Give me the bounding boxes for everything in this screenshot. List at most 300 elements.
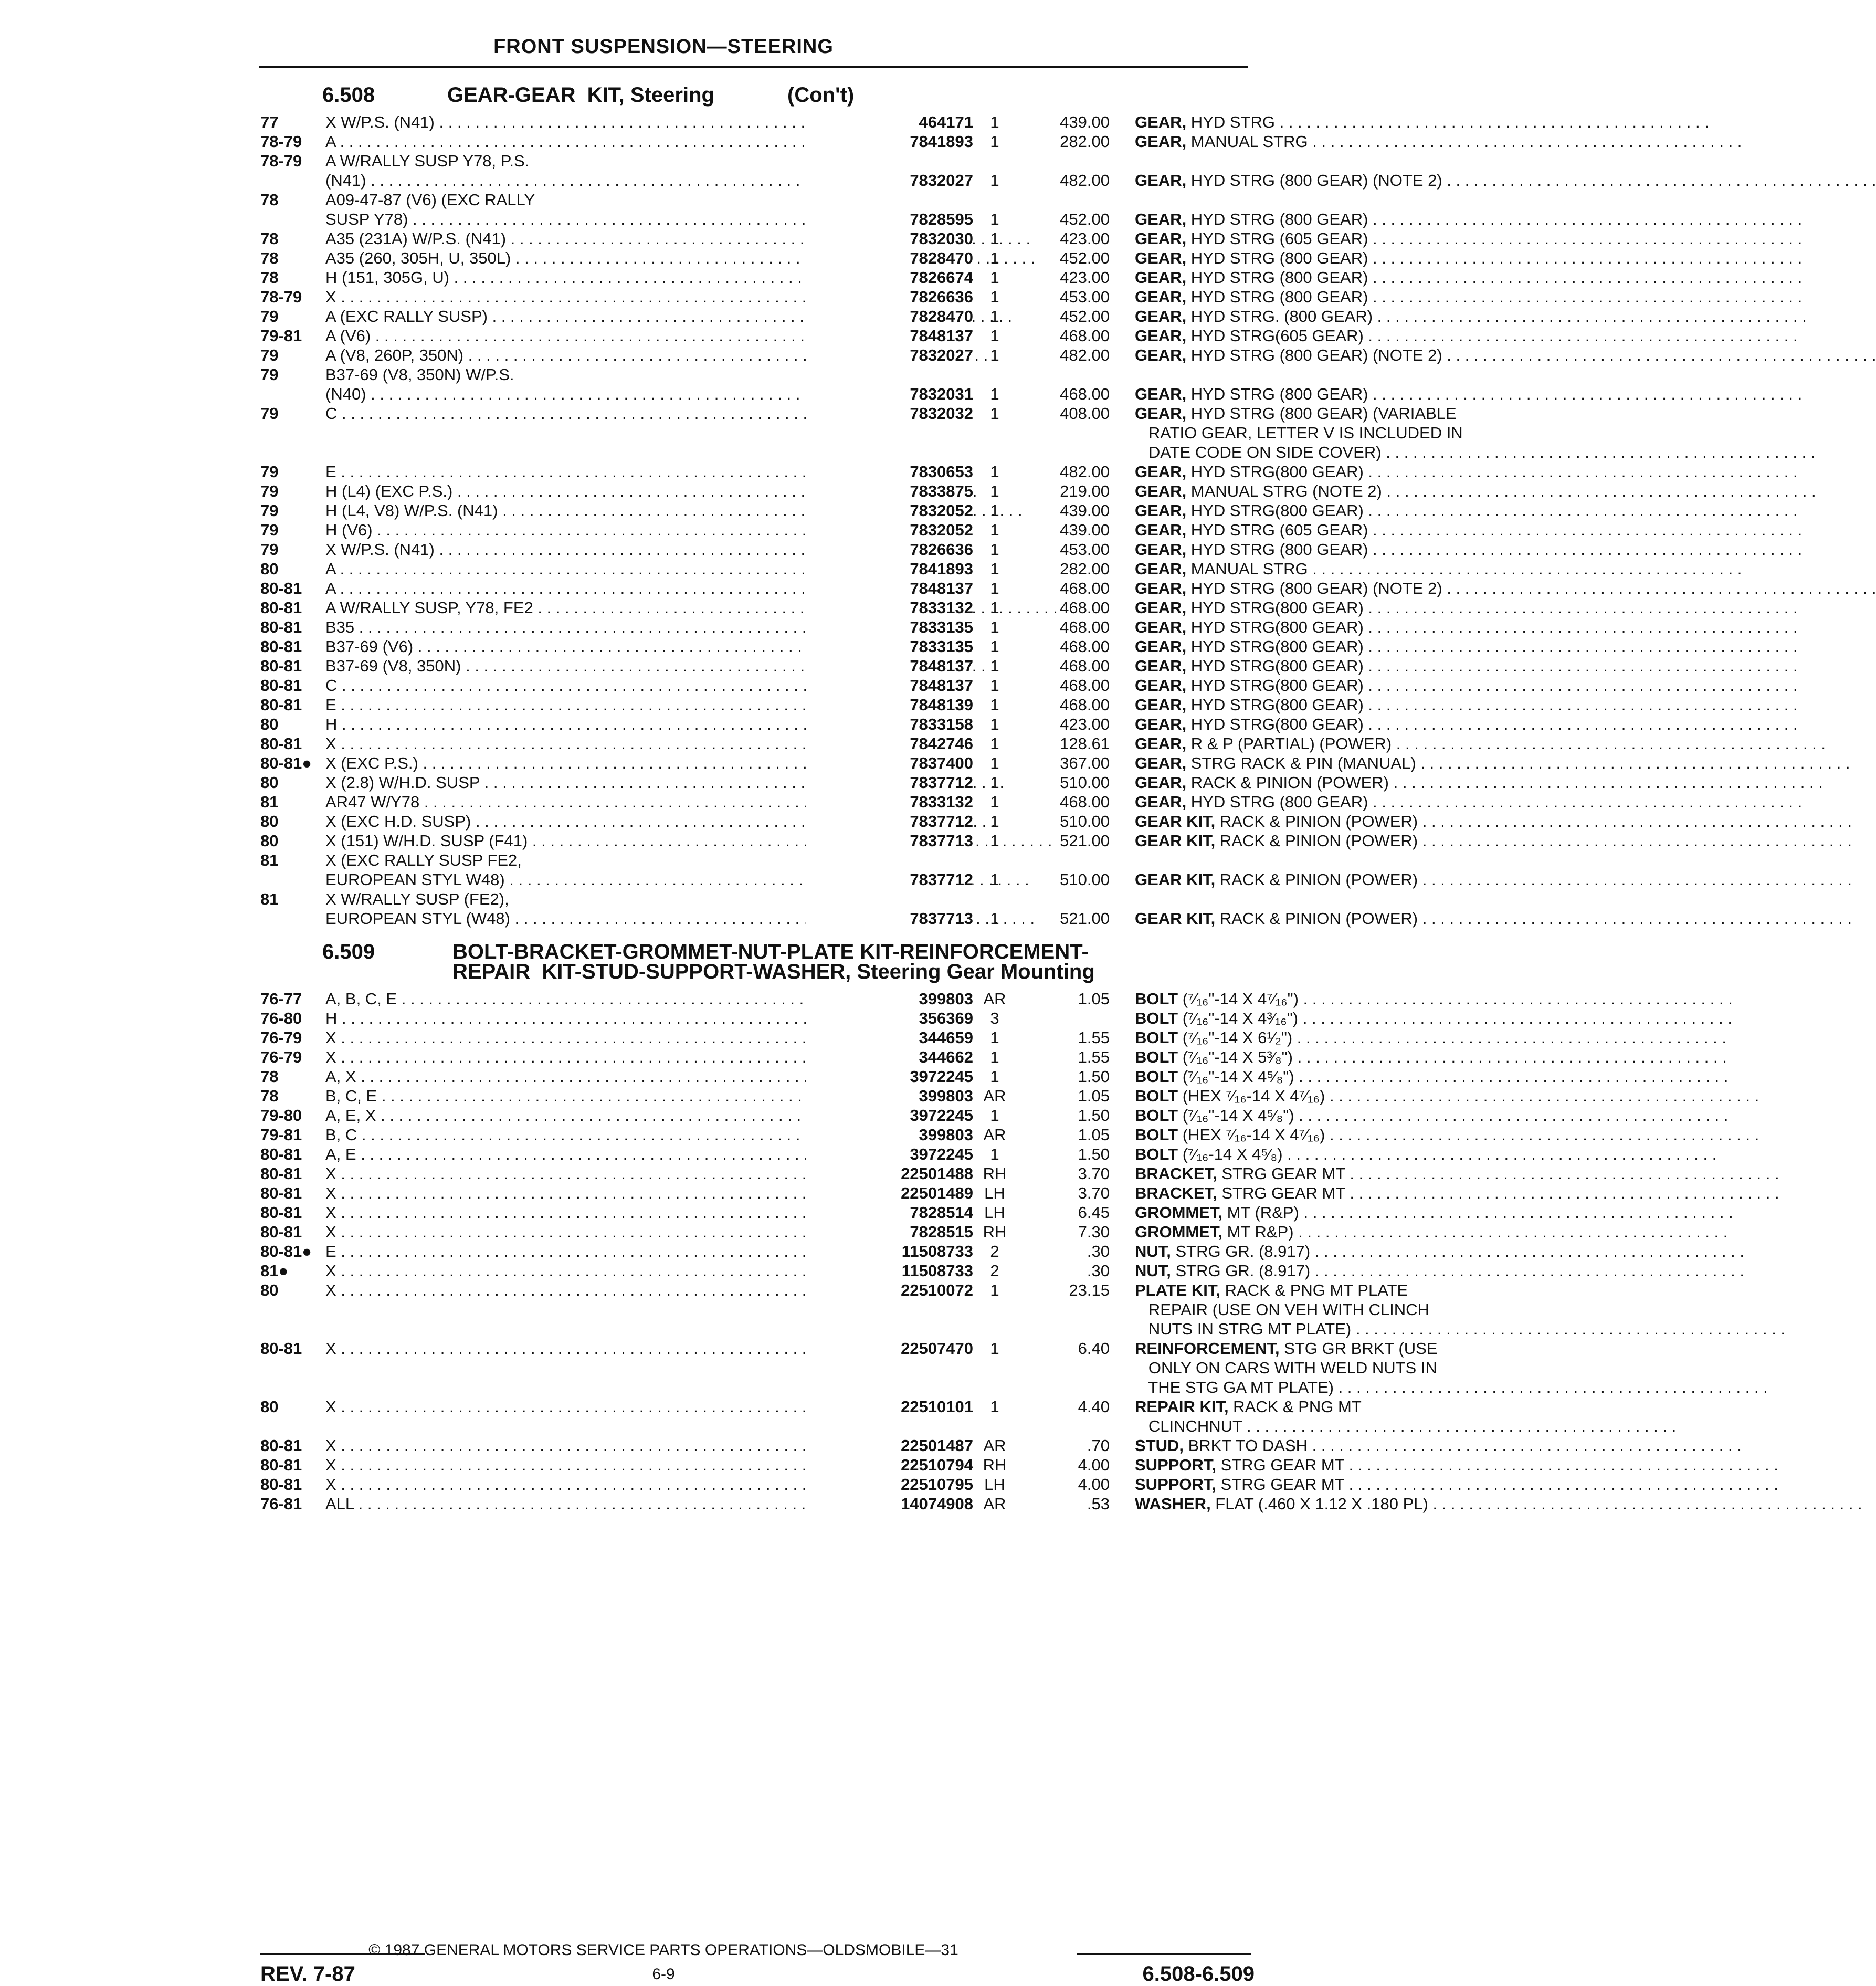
part-number: 22507470 — [806, 1339, 973, 1358]
part-row — [260, 1047, 1293, 1067]
quantity: 1 — [990, 171, 999, 190]
description — [1135, 307, 1516, 326]
model-year: 78 — [260, 249, 279, 267]
part-number: 7837713 — [806, 909, 973, 928]
application: X . . . — [325, 1164, 859, 1183]
model-year: 80 — [260, 812, 279, 831]
part-number: 7828595 — [806, 209, 973, 229]
part-number: 7832027 — [806, 171, 973, 190]
part-row — [260, 850, 1252, 870]
part-number: 7837713 — [806, 831, 973, 850]
description — [1135, 714, 1516, 734]
part-row — [260, 1008, 1299, 1028]
quantity: 1 — [990, 812, 999, 831]
description — [1135, 734, 1516, 753]
description-text: (⁷⁄₁₆"-14 X 6¹⁄₂") — [1178, 1028, 1293, 1047]
part-name: GEAR, — [1135, 793, 1187, 811]
quantity: 1 — [990, 268, 999, 287]
part-name: GEAR, — [1135, 229, 1187, 248]
part-row — [260, 501, 1364, 520]
part-number: 22501489 — [806, 1183, 973, 1203]
part-row — [260, 1378, 1334, 1397]
model-year: 80 — [260, 560, 279, 578]
description — [1135, 248, 1516, 268]
description-text: (HEX ⁷⁄₁₆-14 X 4⁷⁄₁₆) — [1178, 1126, 1325, 1144]
part-row — [260, 190, 1252, 209]
part-row — [260, 423, 1463, 443]
model-year: 79 — [260, 482, 279, 500]
description-text: RACK & PINION (POWER) — [1215, 832, 1418, 850]
copyright-notice: © 1987 GENERAL MOTORS SERVICE PARTS OPERATIONS—OLDSMOBILE—31 — [368, 1941, 958, 1959]
part-name: GEAR, — [1135, 715, 1187, 733]
price: 1.50 — [1078, 1106, 1110, 1125]
part-row — [260, 1086, 1325, 1106]
application: X W/RALLY SUSP (FE2), — [325, 890, 509, 908]
part-row — [260, 1358, 1437, 1378]
part-name: NUT, — [1135, 1262, 1171, 1280]
part-number: 399803 — [806, 989, 973, 1008]
price: 482.00 — [1060, 463, 1110, 481]
quantity: 1 — [990, 346, 999, 364]
part-row — [260, 1183, 1345, 1203]
part-row — [260, 481, 1382, 501]
application: H (L4) (EXC P.S.) . . . — [325, 481, 859, 501]
part-number: 7830653 — [806, 462, 973, 481]
description-text: HYD STRG (800 GEAR) — [1186, 249, 1368, 267]
quantity: 1 — [990, 113, 999, 131]
description-text: STRG GEAR MT — [1216, 1456, 1345, 1474]
description — [1135, 812, 1516, 831]
model-year: 80-81 — [260, 1339, 302, 1358]
description-text: (⁷⁄₁₆-14 X 4⁵⁄₈) — [1178, 1145, 1283, 1163]
part-row — [260, 714, 1364, 734]
price: 468.00 — [1060, 579, 1110, 597]
application: B, C . . . — [325, 1125, 859, 1144]
model-year: 78 — [260, 229, 279, 248]
description — [1135, 1319, 1516, 1339]
description — [1135, 695, 1516, 714]
description — [1135, 1203, 1516, 1222]
price: 423.00 — [1060, 229, 1110, 248]
application: B, C, E . . . — [325, 1086, 859, 1106]
application: X W/P.S. (N41) . . . — [325, 112, 859, 132]
quantity: AR — [983, 1087, 1006, 1105]
application: X . . . — [325, 1475, 859, 1494]
part-number: 22510794 — [806, 1455, 973, 1475]
part-row — [260, 656, 1364, 676]
quantity: 1 — [990, 734, 999, 753]
description-text: HYD STRG(800 GEAR) — [1186, 501, 1364, 520]
description — [1135, 656, 1516, 676]
description — [1135, 384, 1516, 404]
model-year: 78-79 — [260, 152, 302, 170]
application: B37-69 (V8, 350N) . . . — [325, 656, 859, 676]
quantity: LH — [984, 1184, 1005, 1202]
price: 482.00 — [1060, 171, 1110, 190]
application: A (V6) . . . — [325, 326, 859, 345]
description — [1135, 404, 1516, 423]
part-number: 3972245 — [806, 1144, 973, 1164]
part-row — [260, 559, 1308, 579]
price: 1.50 — [1078, 1145, 1110, 1163]
part-row — [260, 1280, 1408, 1300]
application: X . . . — [325, 1339, 859, 1358]
price: 482.00 — [1060, 346, 1110, 364]
price: 282.00 — [1060, 560, 1110, 578]
quantity: 1 — [990, 307, 999, 325]
description-text: HYD STRG (800 GEAR) — [1186, 385, 1368, 403]
model-year: 79 — [260, 540, 279, 559]
part-number: 7828470 — [806, 248, 973, 268]
part-row — [260, 637, 1364, 656]
model-year: 80-81 — [260, 657, 302, 675]
quantity: 1 — [990, 560, 999, 578]
part-row — [260, 248, 1368, 268]
description-text: (⁷⁄₁₆"-14 X 4⁷⁄₁₆") — [1178, 990, 1299, 1008]
application: A, X . . . — [325, 1067, 859, 1086]
part-name: GEAR, — [1135, 210, 1187, 228]
application: X W/P.S. (N41) . . . — [325, 540, 859, 559]
part-row — [260, 753, 1416, 773]
description-text: HYD STRG(800 GEAR) — [1186, 618, 1364, 636]
application: X . . . — [325, 1397, 859, 1416]
description-text: RACK & PINION (POWER) — [1215, 812, 1418, 831]
quantity: 1 — [990, 404, 999, 423]
section-range: 6.508-6.509 — [1142, 1962, 1255, 1985]
part-row — [260, 209, 1368, 229]
part-number: 7833132 — [806, 792, 973, 812]
part-number: 7832031 — [806, 384, 973, 404]
description — [1135, 501, 1516, 520]
part-row — [260, 773, 1389, 792]
model-year: 80-81 — [260, 1164, 302, 1183]
application: X . . . — [325, 1280, 859, 1300]
part-number: 464171 — [806, 112, 973, 132]
part-row — [260, 989, 1299, 1008]
quantity: AR — [983, 990, 1006, 1008]
part-number: 7837712 — [806, 812, 973, 831]
description-text: REPAIR (USE ON VEH WITH CLINCH — [1135, 1300, 1429, 1319]
title-rule — [259, 66, 1248, 68]
quantity: 2 — [990, 1262, 999, 1280]
description-text: MANUAL STRG — [1186, 132, 1308, 151]
application: C . . . — [325, 676, 859, 695]
part-row — [260, 326, 1364, 345]
part-name: GEAR, — [1135, 463, 1187, 481]
quantity: 1 — [990, 1067, 999, 1086]
application: E . . . — [325, 1242, 859, 1261]
quantity: 1 — [990, 618, 999, 636]
part-row — [260, 384, 1368, 404]
description-text: HYD STRG (800 GEAR) — [1186, 268, 1368, 287]
description — [1135, 540, 1516, 559]
quantity: LH — [984, 1203, 1005, 1222]
application: A35 (231A) W/P.S. (N41) . . . — [325, 229, 859, 248]
description-text: HYD STRG (800 GEAR) — [1186, 540, 1368, 559]
part-name: BOLT — [1135, 990, 1178, 1008]
description — [1135, 1047, 1516, 1067]
model-year: 80 — [260, 715, 279, 733]
section-number: 6.508 — [322, 83, 375, 107]
price: 468.00 — [1060, 657, 1110, 675]
description — [1135, 1106, 1516, 1125]
part-row — [260, 1164, 1345, 1183]
part-number: 7832030 — [806, 229, 973, 248]
application: AR47 W/Y78 . . . — [325, 792, 859, 812]
part-row — [260, 812, 1418, 831]
price: 128.61 — [1060, 734, 1110, 753]
part-name: NUT, — [1135, 1242, 1171, 1260]
quantity: 1 — [990, 715, 999, 733]
description-text: MT R&P) — [1222, 1223, 1294, 1241]
price: 468.00 — [1060, 598, 1110, 617]
description — [1135, 132, 1516, 151]
application: B35 . . . — [325, 617, 859, 637]
part-name: GEAR KIT, — [1135, 870, 1216, 889]
quantity: 1 — [990, 676, 999, 695]
part-row — [260, 520, 1368, 540]
price: 6.40 — [1078, 1339, 1110, 1358]
quantity: RH — [983, 1456, 1007, 1474]
description — [1135, 1067, 1516, 1086]
price: 1.05 — [1078, 1087, 1110, 1105]
price: 439.00 — [1060, 521, 1110, 539]
part-name: REPAIR KIT, — [1135, 1397, 1229, 1416]
description-text: STG GR BRKT (USE — [1279, 1339, 1438, 1358]
application: X . . . — [325, 734, 859, 753]
description — [1135, 559, 1516, 579]
model-year: 79 — [260, 404, 279, 423]
description — [1135, 617, 1516, 637]
part-name: BOLT — [1135, 1028, 1178, 1047]
quantity: AR — [983, 1436, 1006, 1455]
price: 453.00 — [1060, 288, 1110, 306]
part-name: GEAR, — [1135, 579, 1187, 597]
price: 510.00 — [1060, 812, 1110, 831]
quantity: 1 — [990, 327, 999, 345]
part-name: GEAR, — [1135, 113, 1187, 131]
part-row — [260, 831, 1418, 850]
description-text: BRKT TO DASH — [1184, 1436, 1308, 1455]
quantity: LH — [984, 1475, 1005, 1494]
model-year: 80-81 — [260, 734, 302, 753]
description — [1135, 1494, 1516, 1514]
price: 4.00 — [1078, 1456, 1110, 1474]
application: B37-69 (V6) . . . — [325, 637, 859, 656]
quantity: 1 — [990, 870, 999, 889]
model-year: 80-81 — [260, 637, 302, 656]
description — [1135, 1358, 1516, 1378]
description — [1135, 1242, 1516, 1261]
application: X . . . — [325, 1047, 859, 1067]
price: 439.00 — [1060, 113, 1110, 131]
price: 1.50 — [1078, 1067, 1110, 1086]
part-row — [260, 1319, 1352, 1339]
part-row — [260, 443, 1382, 462]
model-year: 80-81 — [260, 598, 302, 617]
part-row — [260, 1125, 1325, 1144]
quantity: 1 — [990, 1281, 999, 1299]
part-number: 7833135 — [806, 637, 973, 656]
part-name: GEAR, — [1135, 773, 1187, 792]
description — [1135, 753, 1516, 773]
quantity: 1 — [990, 773, 999, 792]
quantity: 1 — [990, 501, 999, 520]
description-text: MANUAL STRG (NOTE 2) — [1186, 482, 1382, 500]
part-number: 7832027 — [806, 345, 973, 365]
description-text: STRG GEAR MT — [1217, 1184, 1345, 1202]
price: 510.00 — [1060, 870, 1110, 889]
part-number: 399803 — [806, 1086, 973, 1106]
part-name: GEAR, — [1135, 618, 1187, 636]
part-name: SUPPORT, — [1135, 1456, 1217, 1474]
part-number: 399803 — [806, 1125, 973, 1144]
description-text: STRG RACK & PIN (MANUAL) — [1186, 754, 1416, 772]
part-number: 7832032 — [806, 404, 973, 423]
application: A35 (260, 305H, U, 350L) . . . — [325, 248, 859, 268]
parts-list-6509 — [260, 989, 1438, 1514]
model-year: 76-81 — [260, 1495, 302, 1513]
application: X (EXC RALLY SUSP FE2, — [325, 851, 522, 869]
part-row — [260, 1416, 1252, 1436]
quantity: 1 — [990, 482, 999, 500]
part-name: GEAR, — [1135, 268, 1187, 287]
part-row — [260, 734, 1392, 753]
model-year: 80-81 — [260, 676, 302, 695]
price: 3.70 — [1078, 1184, 1110, 1202]
model-year: 80-81 — [260, 1475, 302, 1494]
description — [1135, 1028, 1516, 1047]
description — [1135, 171, 1516, 190]
part-name: GEAR, — [1135, 540, 1187, 559]
part-name: STUD, — [1135, 1436, 1184, 1455]
part-name: GEAR, — [1135, 327, 1187, 345]
description — [1135, 462, 1516, 481]
part-row — [260, 1242, 1311, 1261]
part-number: 7848137 — [806, 656, 973, 676]
price: .30 — [1087, 1242, 1110, 1260]
description-text: HYD STRG (605 GEAR) — [1186, 229, 1368, 248]
description-text: STRG GR. (8.917) — [1171, 1262, 1311, 1280]
part-number: 7848137 — [806, 676, 973, 695]
description — [1135, 1339, 1516, 1358]
part-number: 7833135 — [806, 617, 973, 637]
part-name: GEAR, — [1135, 132, 1187, 151]
part-row — [260, 404, 1457, 423]
description-text: RACK & PINION (POWER) — [1215, 870, 1418, 889]
price: 452.00 — [1060, 249, 1110, 267]
description-text: STRG GEAR MT — [1217, 1164, 1345, 1183]
application: X . . . — [325, 1028, 859, 1047]
application: X (EXC P.S.) . . . — [325, 753, 859, 773]
description — [1135, 1261, 1516, 1280]
description-text: RACK & PINION (POWER) — [1215, 909, 1418, 928]
part-name: GROMMET, — [1135, 1223, 1223, 1241]
part-name: GEAR, — [1135, 346, 1187, 364]
quantity: 1 — [990, 754, 999, 772]
part-name: GEAR KIT, — [1135, 812, 1216, 831]
price: 439.00 — [1060, 501, 1110, 520]
description — [1135, 1164, 1516, 1183]
description-text: (⁷⁄₁₆"-14 X 4⁵⁄₈") — [1178, 1106, 1294, 1125]
description-text: HYD STRG(800 GEAR) — [1186, 463, 1364, 481]
description-text: R & P (PARTIAL) (POWER) — [1186, 734, 1392, 753]
part-number: 344662 — [806, 1047, 973, 1067]
application: X . . . — [325, 1261, 859, 1280]
description-text: (⁷⁄₁₆"-14 X 4⁵⁄₈") — [1178, 1067, 1294, 1086]
application: X (151) W/H.D. SUSP (F41) . . . — [325, 831, 859, 850]
section-number: 6.509 — [322, 940, 375, 963]
price: 3.70 — [1078, 1164, 1110, 1183]
description-text: RACK & PNG MT PLATE — [1220, 1281, 1408, 1299]
description — [1135, 909, 1516, 928]
description — [1135, 1436, 1516, 1455]
quantity: RH — [983, 1164, 1007, 1183]
part-row — [260, 1028, 1293, 1047]
part-name: GEAR, — [1135, 385, 1187, 403]
quantity: 1 — [990, 229, 999, 248]
part-row — [260, 1203, 1299, 1222]
part-number: 7826636 — [806, 287, 973, 307]
description — [1135, 345, 1516, 365]
part-number: 7832052 — [806, 520, 973, 540]
part-row — [260, 112, 1275, 132]
part-row — [260, 1475, 1345, 1494]
description-text: RATIO GEAR, LETTER V IS INCLUDED IN — [1135, 424, 1463, 442]
model-year: 76-79 — [260, 1048, 302, 1066]
model-year: 81 — [260, 793, 279, 811]
description — [1135, 1222, 1516, 1242]
price: 510.00 — [1060, 773, 1110, 792]
part-number: 7828470 — [806, 307, 973, 326]
part-row — [260, 1067, 1294, 1086]
application: A W/RALLY SUSP Y78, P.S. — [325, 152, 530, 170]
price: 452.00 — [1060, 210, 1110, 228]
description-text: NUTS IN STRG MT PLATE) — [1135, 1320, 1352, 1338]
description — [1135, 1475, 1516, 1494]
part-number: 7833132 — [806, 598, 973, 617]
description — [1135, 637, 1516, 656]
description — [1135, 520, 1516, 540]
model-year: 80-81 — [260, 1145, 302, 1163]
description — [1135, 1144, 1516, 1164]
price: 468.00 — [1060, 327, 1110, 345]
quantity: 1 — [990, 1048, 999, 1066]
part-number: 356369 — [806, 1008, 973, 1028]
part-name: GEAR, — [1135, 171, 1187, 190]
price: 1.55 — [1078, 1048, 1110, 1066]
model-year: 79-81 — [260, 327, 302, 345]
model-year: 77 — [260, 113, 279, 131]
model-year: 80 — [260, 773, 279, 792]
part-row — [260, 598, 1364, 617]
part-number: 7848137 — [806, 326, 973, 345]
description — [1135, 443, 1516, 462]
description-text: HYD STRG (800 GEAR) — [1186, 793, 1368, 811]
price: 7.30 — [1078, 1223, 1110, 1241]
quantity: 1 — [990, 288, 999, 306]
application: A (EXC RALLY SUSP) . . . — [325, 307, 859, 326]
quantity: 1 — [990, 909, 999, 928]
application: X . . . — [325, 1436, 859, 1455]
description-text: HYD STRG (800 GEAR) (VARIABLE — [1186, 404, 1457, 423]
application: X . . . — [325, 1183, 859, 1203]
part-name: GEAR KIT, — [1135, 909, 1216, 928]
price: 4.40 — [1078, 1397, 1110, 1416]
description-text: HYD STRG. (800 GEAR) — [1186, 307, 1373, 325]
price: .70 — [1087, 1436, 1110, 1455]
part-number: 22501487 — [806, 1436, 973, 1455]
